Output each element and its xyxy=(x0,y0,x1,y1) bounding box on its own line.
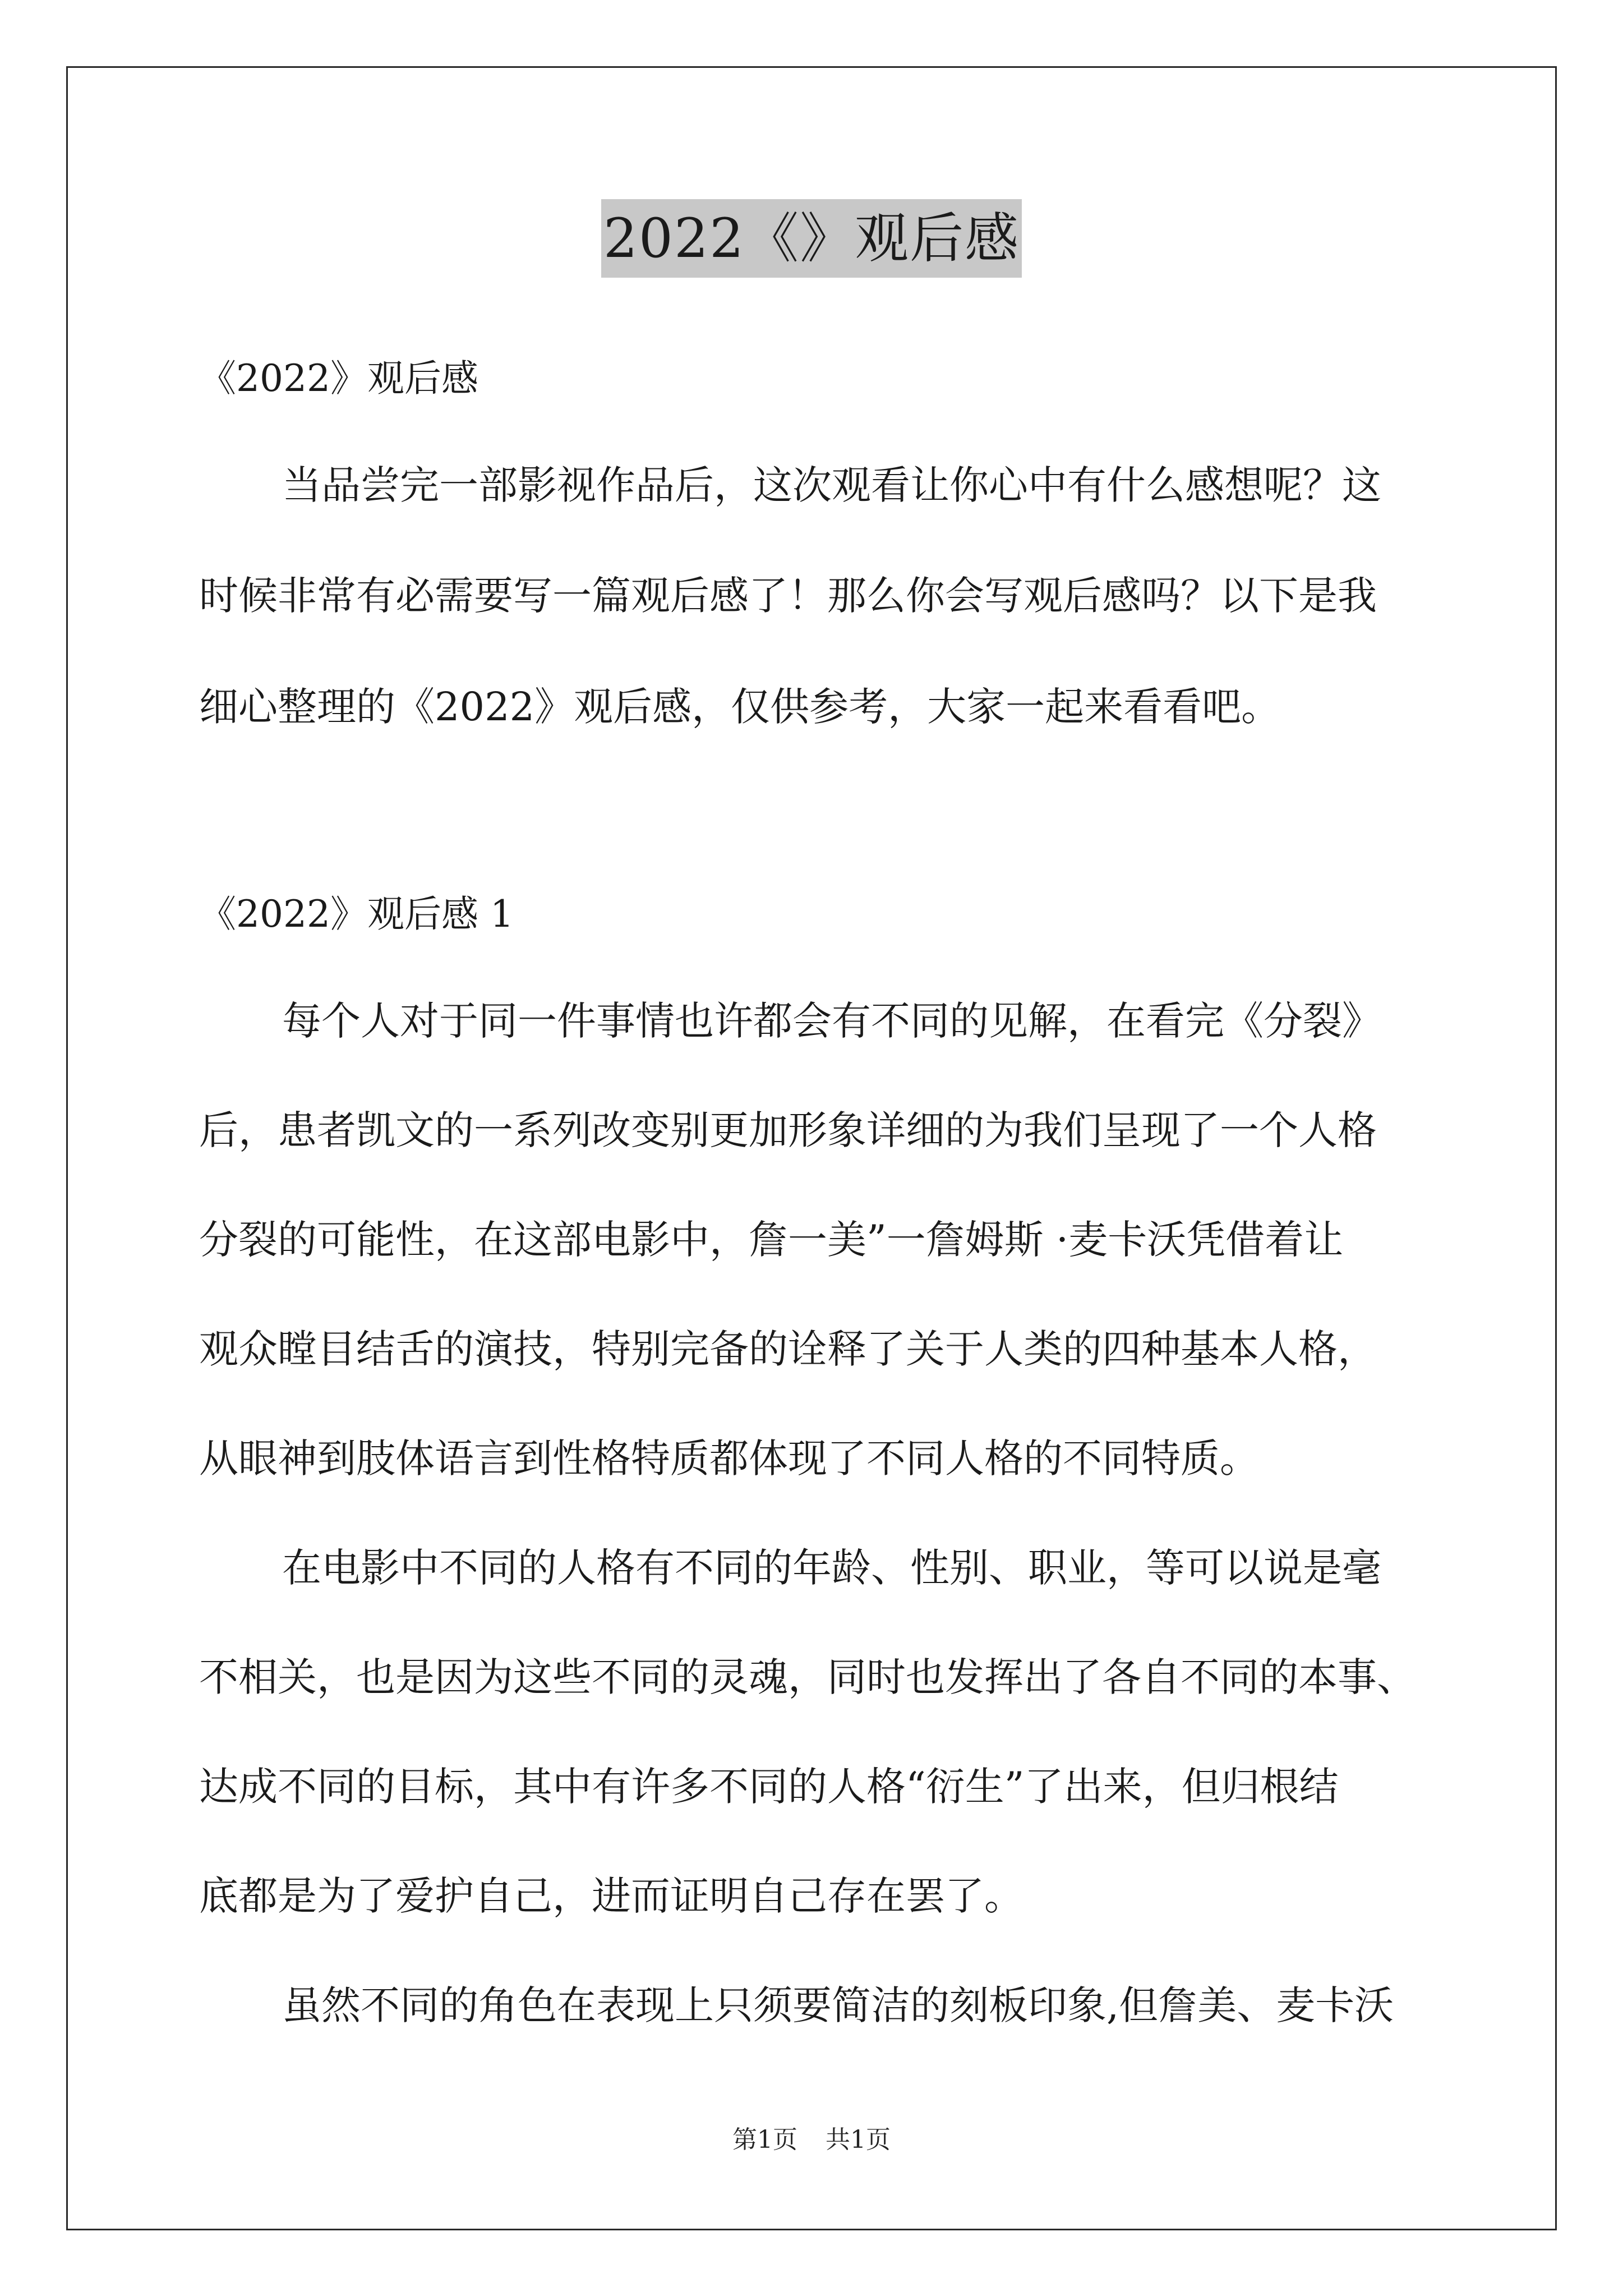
intro-line-2: 时候非常有必需要写一篇观后感了！那么你会写观后感吗？以下是我 xyxy=(199,573,1377,619)
para2-line-1: 在电影中不同的人格有不同的年龄、性别、职业，等可以说是毫 xyxy=(282,1545,1381,1591)
para1-line-2: 后，患者凯文的一系列改变别更加形象详细的为我们呈现了一个人格 xyxy=(199,1107,1377,1153)
page-number: 第1页 xyxy=(732,2125,797,2154)
title-wrap xyxy=(0,199,1623,278)
intro-line-3: 细心整理的《2022》观后感，仅供参考，大家一起来看看吧。 xyxy=(199,684,1281,730)
para3-line-1: 虽然不同的角色在表现上只须要简洁的刻板印象,但詹美、麦卡沃 xyxy=(282,1982,1394,2028)
para1-line-1: 每个人对于同一件事情也许都会有不同的见解，在看完《分裂》 xyxy=(282,998,1381,1044)
subtitle: 《2022》观后感 xyxy=(199,357,478,400)
para2-line-4: 底都是为了爱护自己，进而证明自己存在罢了。 xyxy=(199,1873,1023,1919)
para1-line-4: 观众瞠目结舌的演技，特别完备的诠释了关于人类的四种基本人格， xyxy=(199,1326,1377,1372)
intro-line-1: 当品尝完一部影视作品后，这次观看让你心中有什么感想呢？这 xyxy=(282,462,1381,508)
para2-line-3: 达成不同的目标，其中有许多不同的人格“衍生”了出来，但归根结 xyxy=(199,1764,1339,1810)
para1-line-3: 分裂的可能性，在这部电影中，詹一美”一詹姆斯 ·麦卡沃凭借着让 xyxy=(199,1217,1344,1263)
document-title: 2022《》观后感 xyxy=(601,199,1022,278)
para2-line-2: 不相关，也是因为这些不同的灵魂，同时也发挥出了各自不同的本事、 xyxy=(199,1654,1416,1700)
section-heading-1: 《2022》观后感 1 xyxy=(199,892,514,936)
page-total: 共1页 xyxy=(826,2125,891,2154)
para1-line-5: 从眼神到肢体语言到性格特质都体现了不同人格的不同特质。 xyxy=(199,1435,1259,1481)
page-footer xyxy=(0,2123,1623,2157)
